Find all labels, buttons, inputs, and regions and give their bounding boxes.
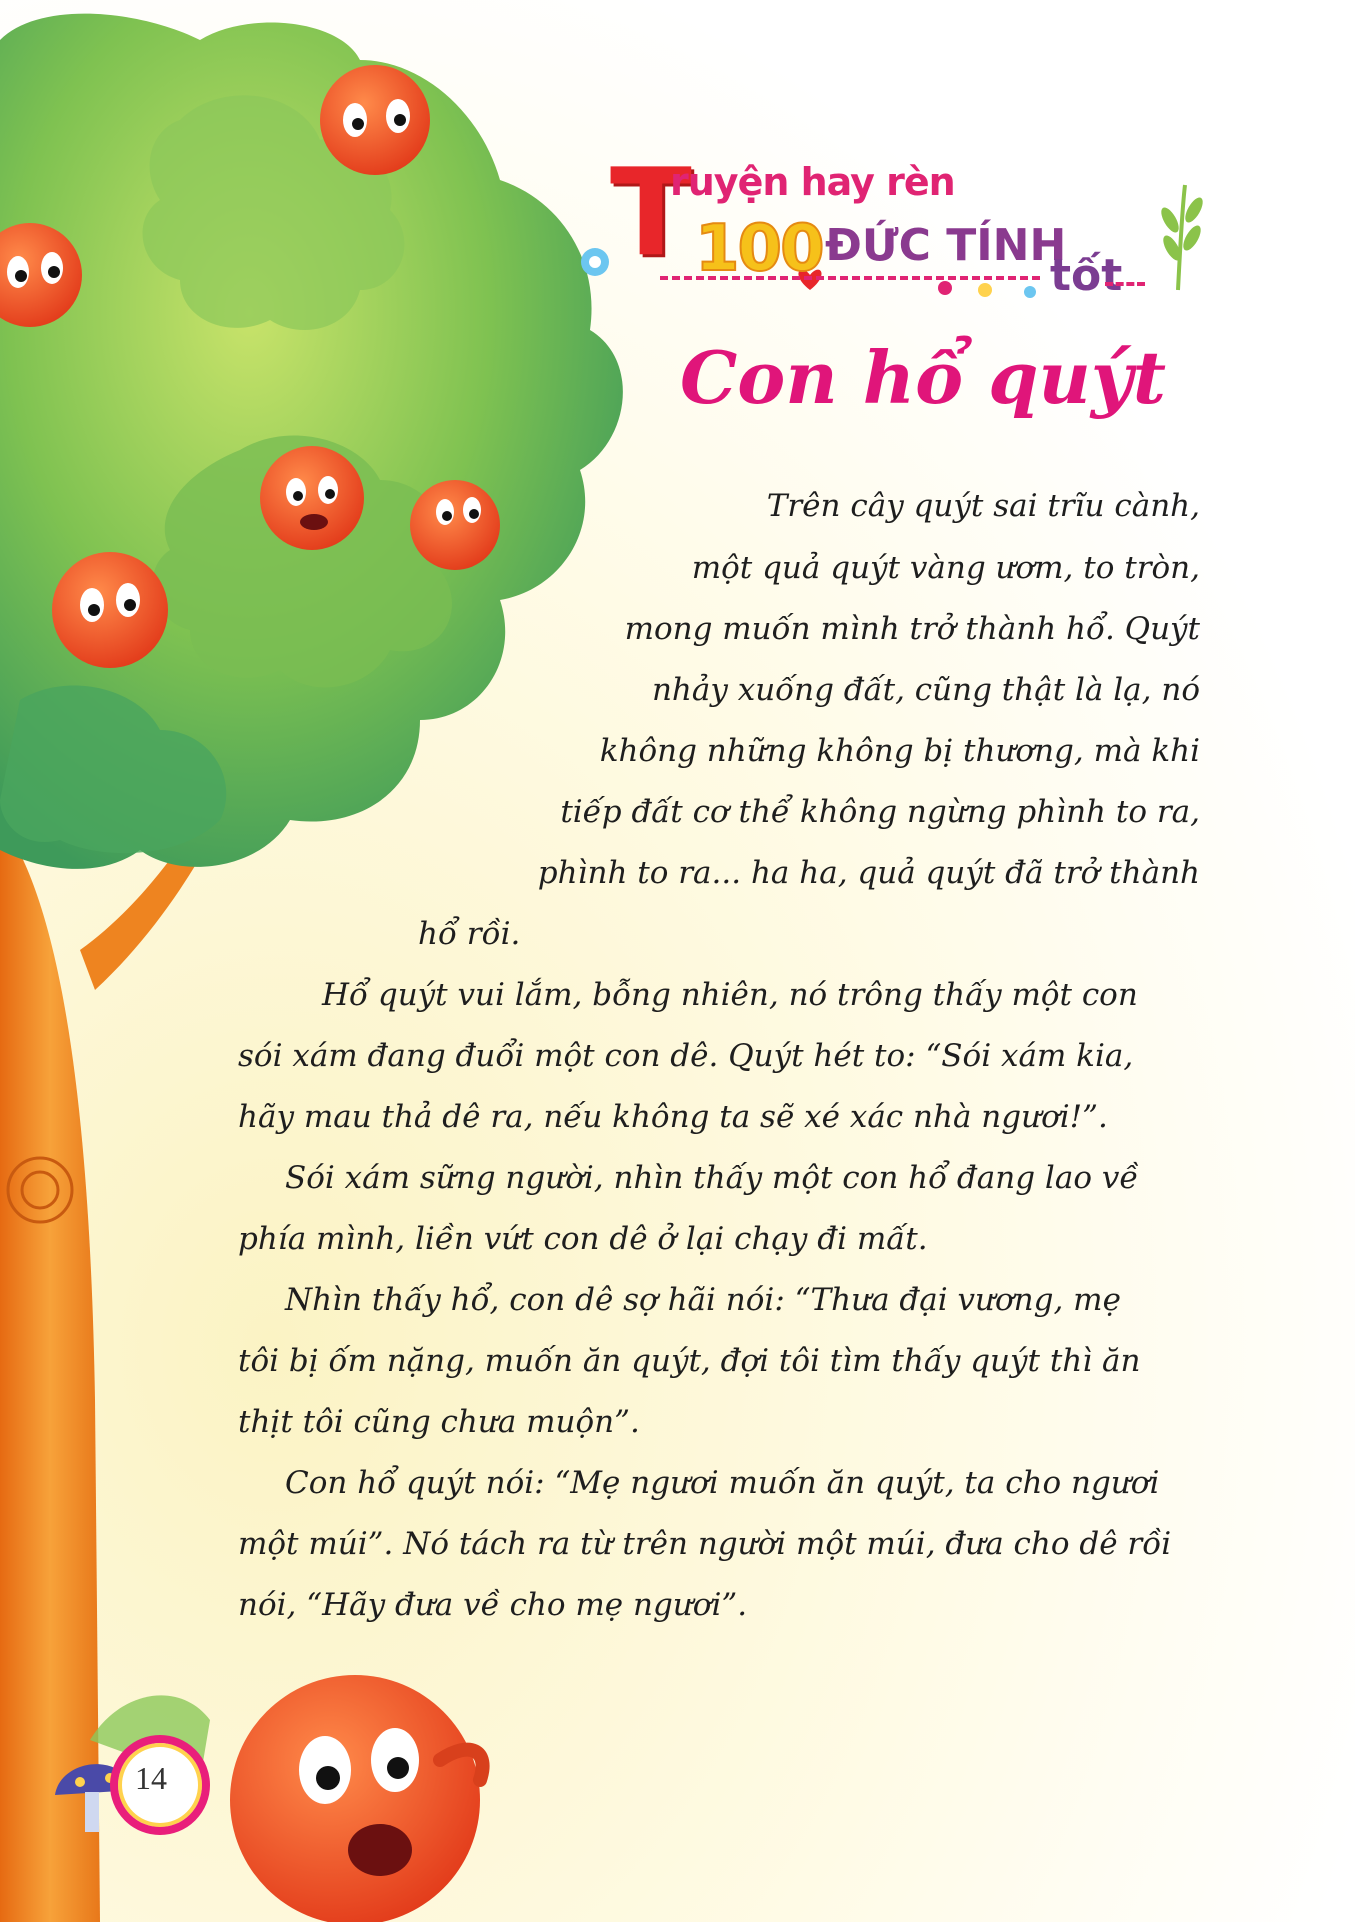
series-logo-line3: tốt bbox=[1050, 250, 1123, 301]
story-line: một múi”. Nó tách ra từ trên người một múi, đưa cho dê rồi bbox=[238, 1526, 1172, 1562]
story-line: tiếp đất cơ thể không ngừng phình to ra, bbox=[560, 794, 1200, 830]
story-line: Hổ quýt vui lắm, bỗng nhiên, nó trông thấy một con bbox=[322, 977, 1138, 1013]
page-number: 14 bbox=[135, 1760, 167, 1796]
story-line: hổ rồi. bbox=[418, 916, 521, 952]
story-line: hãy mau thả dê ra, nếu không ta sẽ xé xác nhà ngươi!”. bbox=[238, 1099, 1108, 1135]
story-line: phía mình, liền vứt con dê ở lại chạy đi mất. bbox=[238, 1221, 928, 1257]
story-title: Con hổ quýt bbox=[680, 335, 1166, 420]
series-logo-line2: ĐỨC TÍNH bbox=[825, 220, 1067, 271]
story-line: một quả quýt vàng ươm, to tròn, bbox=[691, 550, 1200, 586]
story-line: không những không bị thương, mà khi bbox=[599, 733, 1200, 769]
story-line: thịt tôi cũng chưa muộn”. bbox=[238, 1404, 640, 1440]
story-line: phình to ra... ha ha, quả quýt đã trở thành bbox=[537, 855, 1200, 891]
story-line: sói xám đang đuổi một con dê. Quýt hét to: “Sói xám kia, bbox=[238, 1038, 1134, 1074]
story-line: tôi bị ốm nặng, muốn ăn quýt, đợi tôi tìm thấy quýt thì ăn bbox=[238, 1343, 1141, 1379]
story-line: nói, “Hãy đưa về cho mẹ ngươi”. bbox=[238, 1587, 748, 1623]
story-line: mong muốn mình trở thành hổ. Quýt bbox=[624, 611, 1200, 647]
story-line: nhảy xuống đất, cũng thật là lạ, nó bbox=[651, 672, 1200, 708]
series-logo-big-letter: T bbox=[610, 144, 692, 283]
story-line: Nhìn thấy hổ, con dê sợ hãi nói: “Thưa đại vương, mẹ bbox=[285, 1282, 1121, 1318]
series-logo-line1: ruyện hay rèn bbox=[670, 160, 955, 204]
series-logo-number: 100 bbox=[695, 212, 823, 286]
story-line: Sói xám sững người, nhìn thấy một con hổ đang lao về bbox=[285, 1160, 1139, 1196]
story-line: Con hổ quýt nói: “Mẹ ngươi muốn ăn quýt, ta cho ngươi bbox=[285, 1465, 1160, 1501]
story-line: Trên cây quýt sai trĩu cành, bbox=[766, 488, 1200, 524]
